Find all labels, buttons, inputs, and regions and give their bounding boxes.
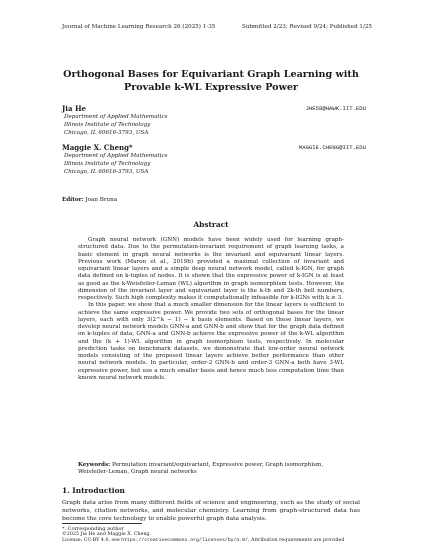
author-email-2[interactable]: MAGGIE.CHENG@IIT.EDU <box>298 144 366 151</box>
affiliation-city: Chicago, IL 60616-3793, USA <box>64 130 149 136</box>
copyright-line: ©2025 Jia He and Maggie X. Cheng. <box>62 532 152 537</box>
license-prefix: License: CC-BY 4.0, see <box>62 538 120 543</box>
editor-label: Editor: <box>62 197 84 203</box>
submission-dates: Submitted 2/23; Revised 9/24; Published 1/25 <box>242 24 372 30</box>
affiliation-inst: Illinois Institute of Technology <box>64 122 151 128</box>
keywords <box>78 462 344 477</box>
editor-line <box>62 197 117 203</box>
footnote-rule <box>62 523 142 524</box>
license-suffix: . Attribution requirements are provided <box>247 538 345 543</box>
footnote: *. Corresponding author <box>62 526 124 532</box>
author-affiliation-1 <box>64 113 167 137</box>
affiliation-dept: Department of Applied Mathematics <box>64 114 168 120</box>
affiliation-inst: Illinois Institute of Technology <box>64 161 151 167</box>
author-name-2: Maggie X. Cheng* <box>62 143 133 152</box>
title-line-2: Provable k-WL Expressive Power <box>124 82 298 93</box>
abstract-heading: Abstract <box>193 220 229 229</box>
abstract-paragraph-1: Graph neural network (GNN) models have been widely used for learning graph-structured data. Due to the permutation-invariant requirement of graph learning tasks, a basic element in graph neural networks is the invariant and equivariant linear layers. Previous work (Maron et al., 2019b) provided a maximal collection of invariant and equivariant linear layers and a simple deep neural network model, called k-IGN, for graph data defined on k-tuples of nodes. It is shown that the expressive power of k-IGN is at least as good as the k-Weisfeiler-Leman (WL) algorithm in graph isomorphism tests. However, the dimension of the invariant layer and equivariant layer is the k-th and 2k-th bell numbers, respectively. Such high complexity makes it computationally infeasible for k-IGNs with k ≥ 3. <box>78 237 344 301</box>
section-paragraph: Graph data arise from many different fields of science and engineering, such as the study of social networks, citation networks, and molecular chemistry. Learning from graph-structured data has become the core technology to enable powerful graph data analysis. <box>62 500 360 522</box>
journal-header: Journal of Machine Learning Research 26 (2025) 1-35 <box>62 24 216 30</box>
abstract-body <box>78 237 344 382</box>
affiliation-city: Chicago, IL 60616-3793, USA <box>64 169 149 175</box>
paper-title <box>40 68 382 94</box>
license-link[interactable]: https://creativecommons.org/licenses/by/4.0/ <box>121 538 248 543</box>
affiliation-dept: Department of Applied Mathematics <box>64 153 168 159</box>
title-line-1: Orthogonal Bases for Equivariant Graph Learning with <box>63 69 359 80</box>
author-email-1[interactable]: JHE58@HAWK.IIT.EDU <box>305 105 366 112</box>
author-name-1: Jia He <box>62 104 87 113</box>
keywords-label: Keywords: <box>78 462 111 468</box>
license-line-1 <box>62 538 372 544</box>
editor-name: Joan Bruna <box>85 197 118 203</box>
keywords-text: Permutation invariant/equivariant, Expressive power, Graph isomorphism, Weisfeiler-Leman, Graph neural networks <box>78 462 324 476</box>
section-heading: 1. Introduction <box>62 486 125 495</box>
author-affiliation-2 <box>64 152 167 176</box>
abstract-paragraph-2: In this paper, we show that a much smaller dimension for the linear layers is sufficient to achieve the same expressive power. We provide two sets of orthogonal bases for the linear layers, each with only 3(2^k − 1) − k basis elements. Based on these linear layers, we develop neural network models GNN-a and GNN-b and show that for the graph data defined on k-tuples of data, GNN-a and GNN-b achieve the expressive power of the k-WL algorithm and the (k + 1)-WL algorithm in graph isomorphism tests, respectively. In molecular prediction tasks on benchmark datasets, we demonstrate that low-order neural network models consisting of the proposed linear layers achieve better performance than other neural network models. In particular, order-2 GNN-b and order-3 GNN-a both have 3-WL expressive power, but use a much smaller basis and hence much less computation time than known neural network models. <box>78 302 344 381</box>
